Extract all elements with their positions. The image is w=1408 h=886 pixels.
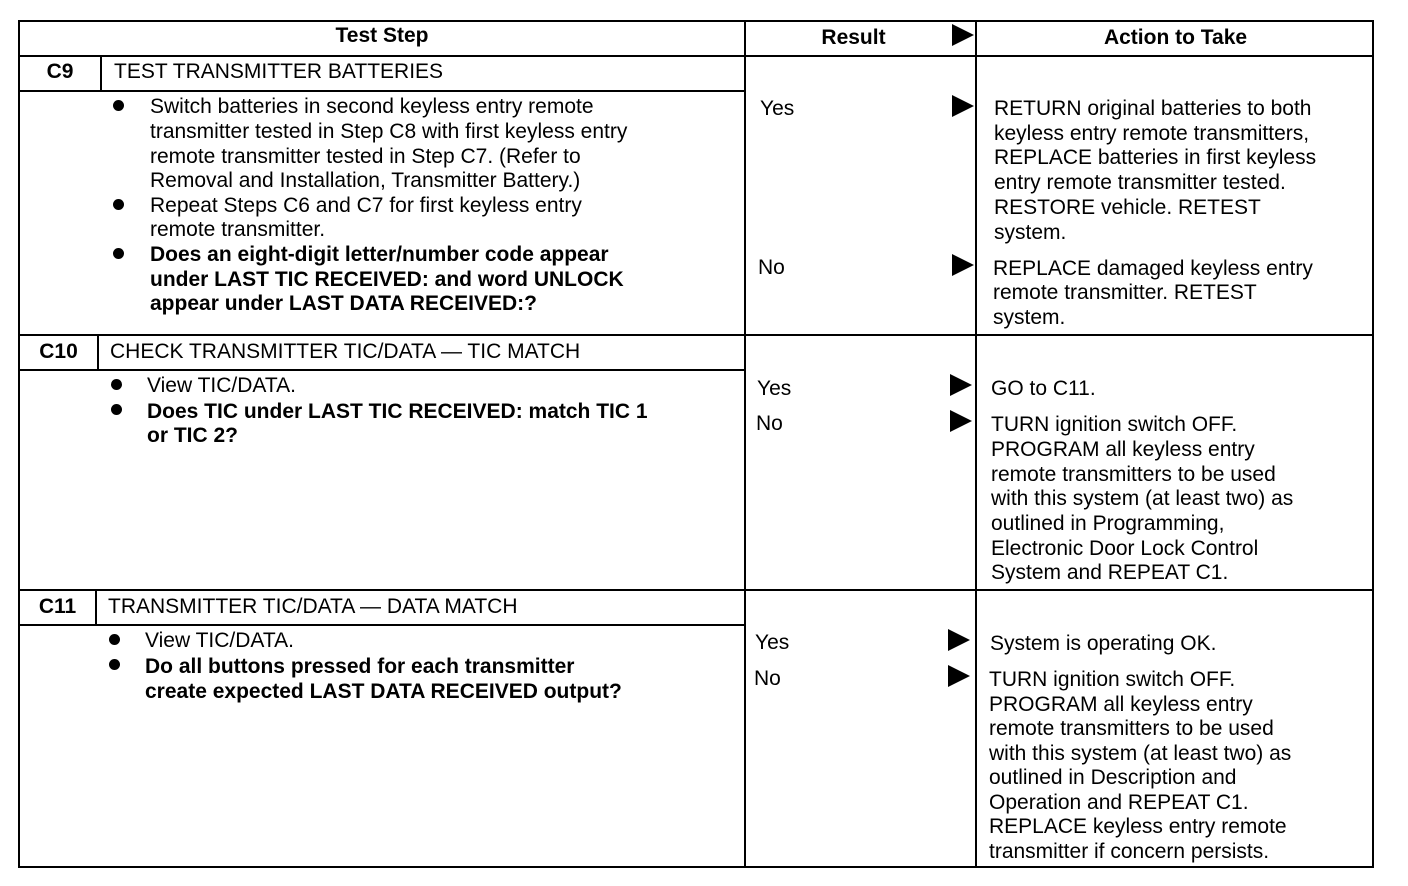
c9-question-line-2: under LAST TIC RECEIVED: and word UNLOCK: [150, 268, 624, 291]
c9-bullet-1-line-1: Switch batteries in second keyless entry remote: [150, 95, 594, 118]
c9-no-arrow-icon: [952, 254, 974, 276]
step-id-c9: C9: [46, 60, 74, 83]
c11-no-action-line-1: TURN ignition switch OFF.: [989, 668, 1236, 691]
c10-no-action-line-5: outlined in Programming,: [991, 512, 1225, 535]
c11-no-arrow-icon: [948, 665, 970, 687]
c9-yes-action-line-1: RETURN original batteries to both: [994, 97, 1312, 120]
column-divider-result: [744, 20, 746, 868]
bullet-icon: [113, 199, 124, 210]
c9-yes-action-line-5: RESTORE vehicle. RETEST: [994, 196, 1261, 219]
step-id-c10: C10: [39, 340, 78, 363]
c9-bullet-2-line-1: Repeat Steps C6 and C7 for first keyless entry: [150, 194, 582, 217]
c11-title-divider: [18, 624, 746, 626]
c10-question-line-1: Does TIC under LAST TIC RECEIVED: match TIC 1: [147, 400, 648, 423]
c10-result-yes: Yes: [757, 377, 792, 400]
c11-no-action-line-5: outlined in Description and: [989, 766, 1237, 789]
c10-yes-arrow-icon: [950, 374, 972, 396]
bullet-icon: [109, 634, 120, 645]
c9-result-yes: Yes: [760, 97, 795, 120]
c9-yes-action-line-3: REPLACE batteries in first keyless: [994, 146, 1317, 169]
step-id-c11: C11: [38, 595, 77, 618]
step-title-c10: CHECK TRANSMITTER TIC/DATA — TIC MATCH: [110, 340, 581, 363]
c11-yes-action-line-1: System is operating OK.: [990, 632, 1217, 655]
row-divider-c11: [18, 589, 1374, 591]
c9-no-action-line-2: remote transmitter. RETEST: [993, 281, 1257, 304]
bullet-icon: [111, 404, 122, 415]
c10-title-divider: [18, 369, 746, 371]
c9-yes-action-line-2: keyless entry remote transmitters,: [994, 122, 1310, 145]
c9-bullet-1-line-4: Removal and Installation, Transmitter Battery.): [150, 169, 581, 192]
c9-no-action-line-3: system.: [993, 306, 1066, 329]
c11-no-action-line-6: Operation and REPEAT C1.: [989, 791, 1249, 814]
c9-yes-action-line-6: system.: [994, 221, 1067, 244]
c10-question-line-2: or TIC 2?: [147, 424, 239, 447]
c10-no-action-line-2: PROGRAM all keyless entry: [991, 438, 1255, 461]
header-test-step: Test Step: [335, 24, 429, 47]
c10-bullet-1-line-1: View TIC/DATA.: [147, 374, 296, 397]
c11-result-yes: Yes: [755, 631, 790, 654]
c9-result-no: No: [758, 256, 785, 279]
c11-no-action-line-7: REPLACE keyless entry remote: [989, 815, 1287, 838]
c9-title-divider: [18, 90, 746, 92]
header-divider: [18, 55, 1374, 57]
c11-no-action-line-2: PROGRAM all keyless entry: [989, 693, 1253, 716]
header-arrow-icon: [952, 24, 974, 46]
c9-id-divider: [100, 55, 102, 91]
step-title-c9: TEST TRANSMITTER BATTERIES: [114, 60, 444, 83]
bullet-icon: [111, 379, 122, 390]
bullet-icon: [109, 659, 120, 670]
c9-yes-arrow-icon: [952, 95, 974, 117]
c9-question-line-3: appear under LAST DATA RECEIVED:?: [150, 292, 537, 315]
c10-id-divider: [97, 335, 99, 370]
c10-no-arrow-icon: [950, 410, 972, 432]
bullet-icon: [113, 248, 124, 259]
c11-no-action-line-4: with this system (at least two) as: [989, 742, 1292, 765]
c9-bullet-1-line-2: transmitter tested in Step C8 with first keyless entry: [150, 120, 628, 143]
header-result: Result: [821, 26, 886, 49]
c11-no-action-line-8: transmitter if concern persists.: [989, 840, 1270, 863]
c10-no-action-line-7: System and REPEAT C1.: [991, 561, 1229, 584]
column-divider-action: [975, 20, 977, 868]
c9-no-action-line-1: REPLACE damaged keyless entry: [993, 257, 1313, 280]
c11-result-no: No: [754, 667, 781, 690]
c10-no-action-line-4: with this system (at least two) as: [991, 487, 1294, 510]
c11-yes-arrow-icon: [948, 629, 970, 651]
header-action: Action to Take: [1103, 26, 1248, 49]
c11-id-divider: [95, 590, 97, 625]
bullet-icon: [113, 100, 124, 111]
row-divider-c10: [18, 334, 1374, 336]
c11-no-action-line-3: remote transmitters to be used: [989, 717, 1274, 740]
c10-result-no: No: [756, 412, 783, 435]
c9-bullet-2-line-2: remote transmitter.: [150, 218, 326, 241]
c9-question-line-1: Does an eight-digit letter/number code appear: [150, 243, 609, 266]
c11-question-line-1: Do all buttons pressed for each transmitter: [145, 655, 575, 678]
step-title-c11: TRANSMITTER TIC/DATA — DATA MATCH: [108, 595, 518, 618]
c9-bullet-1-line-3: remote transmitter tested in Step C7. (Refer to: [150, 145, 581, 168]
c10-yes-action-line-1: GO to C11.: [991, 377, 1096, 400]
c11-bullet-1-line-1: View TIC/DATA.: [145, 629, 294, 652]
c10-no-action-line-6: Electronic Door Lock Control: [991, 537, 1259, 560]
c10-no-action-line-3: remote transmitters to be used: [991, 463, 1276, 486]
c11-question-line-2: create expected LAST DATA RECEIVED output?: [145, 680, 622, 703]
c10-no-action-line-1: TURN ignition switch OFF.: [991, 413, 1238, 436]
c9-yes-action-line-4: entry remote transmitter tested.: [994, 171, 1286, 194]
